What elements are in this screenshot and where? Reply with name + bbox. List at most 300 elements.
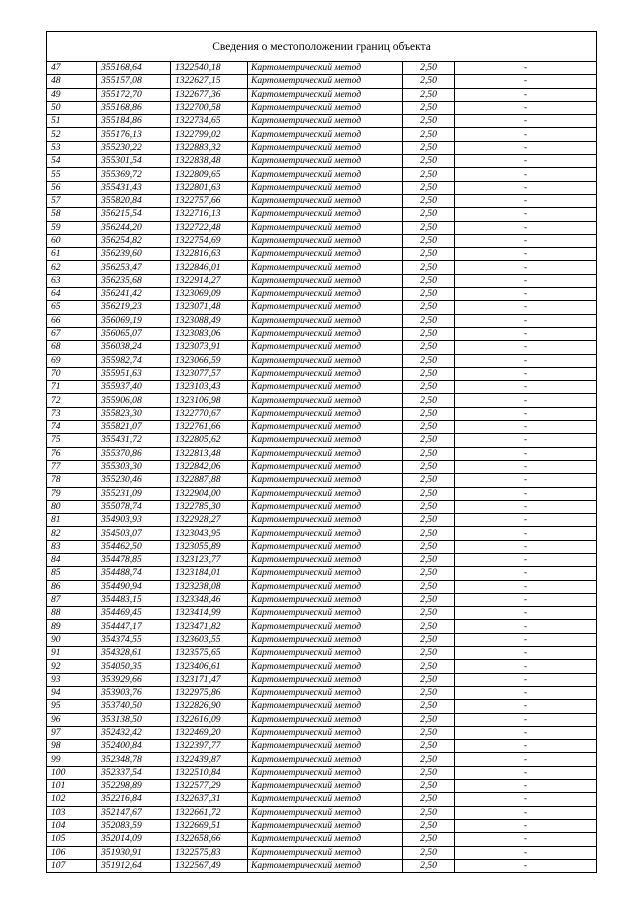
method-cell: Картометрический метод	[248, 301, 403, 314]
accuracy-cell: 2,50	[403, 527, 455, 540]
y-coordinate-cell: 1322627,15	[171, 75, 248, 88]
description-cell: -	[455, 288, 597, 301]
point-number-cell: 47	[47, 62, 97, 75]
y-coordinate-cell: 1323171,47	[171, 673, 248, 686]
description-cell: -	[455, 726, 597, 739]
point-number-cell: 68	[47, 341, 97, 354]
y-coordinate-cell: 1323106,98	[171, 394, 248, 407]
point-number-cell: 92	[47, 660, 97, 673]
accuracy-cell: 2,50	[403, 181, 455, 194]
table-title-row	[47, 32, 597, 62]
accuracy-cell: 2,50	[403, 421, 455, 434]
table-row	[47, 248, 597, 261]
y-coordinate-cell: 1322439,87	[171, 753, 248, 766]
y-coordinate-cell: 1323575,65	[171, 647, 248, 660]
description-cell: -	[455, 806, 597, 819]
y-coordinate-cell: 1323073,91	[171, 341, 248, 354]
table-row	[47, 101, 597, 114]
accuracy-cell: 2,50	[403, 288, 455, 301]
description-cell: -	[455, 88, 597, 101]
method-cell: Картометрический метод	[248, 580, 403, 593]
x-coordinate-cell: 355303,30	[97, 460, 171, 473]
point-number-cell: 96	[47, 713, 97, 726]
table-row	[47, 381, 597, 394]
table-row	[47, 181, 597, 194]
accuracy-cell: 2,50	[403, 806, 455, 819]
accuracy-cell: 2,50	[403, 540, 455, 553]
y-coordinate-cell: 1323348,46	[171, 593, 248, 606]
table-row	[47, 194, 597, 207]
y-coordinate-cell: 1323103,43	[171, 381, 248, 394]
table-title: Сведения о местоположении границ объекта	[47, 32, 597, 62]
description-cell: -	[455, 793, 597, 806]
x-coordinate-cell: 356069,19	[97, 314, 171, 327]
y-coordinate-cell: 1322577,29	[171, 780, 248, 793]
x-coordinate-cell: 355172,70	[97, 88, 171, 101]
accuracy-cell: 2,50	[403, 101, 455, 114]
method-cell: Картометрический метод	[248, 620, 403, 633]
point-number-cell: 102	[47, 793, 97, 806]
point-number-cell: 94	[47, 686, 97, 699]
x-coordinate-cell: 356241,42	[97, 288, 171, 301]
description-cell: -	[455, 248, 597, 261]
x-coordinate-cell: 354469,45	[97, 607, 171, 620]
description-cell: -	[455, 527, 597, 540]
y-coordinate-cell: 1322801,63	[171, 181, 248, 194]
description-cell: -	[455, 128, 597, 141]
point-number-cell: 93	[47, 673, 97, 686]
description-cell: -	[455, 394, 597, 407]
y-coordinate-cell: 1323603,55	[171, 633, 248, 646]
accuracy-cell: 2,50	[403, 780, 455, 793]
description-cell: -	[455, 274, 597, 287]
x-coordinate-cell: 352216,84	[97, 793, 171, 806]
description-cell: -	[455, 607, 597, 620]
method-cell: Картометрический метод	[248, 474, 403, 487]
point-number-cell: 81	[47, 514, 97, 527]
x-coordinate-cell: 356038,24	[97, 341, 171, 354]
x-coordinate-cell: 354328,61	[97, 647, 171, 660]
description-cell: -	[455, 673, 597, 686]
table-row	[47, 474, 597, 487]
table-row	[47, 460, 597, 473]
x-coordinate-cell: 355823,30	[97, 407, 171, 420]
point-number-cell: 106	[47, 846, 97, 859]
point-number-cell: 52	[47, 128, 97, 141]
y-coordinate-cell: 1322637,31	[171, 793, 248, 806]
table-row	[47, 713, 597, 726]
table-row	[47, 115, 597, 128]
description-cell: -	[455, 713, 597, 726]
x-coordinate-cell: 354050,35	[97, 660, 171, 673]
y-coordinate-cell: 1322904,00	[171, 487, 248, 500]
description-cell: -	[455, 660, 597, 673]
description-cell: -	[455, 407, 597, 420]
accuracy-cell: 2,50	[403, 713, 455, 726]
point-number-cell: 86	[47, 580, 97, 593]
point-number-cell: 70	[47, 367, 97, 380]
x-coordinate-cell: 354462,50	[97, 540, 171, 553]
x-coordinate-cell: 354483,15	[97, 593, 171, 606]
point-number-cell: 48	[47, 75, 97, 88]
x-coordinate-cell: 352298,89	[97, 780, 171, 793]
description-cell: -	[455, 647, 597, 660]
x-coordinate-cell: 352348,78	[97, 753, 171, 766]
description-cell: -	[455, 75, 597, 88]
description-cell: -	[455, 168, 597, 181]
method-cell: Картометрический метод	[248, 141, 403, 154]
table-body	[47, 62, 597, 873]
accuracy-cell: 2,50	[403, 248, 455, 261]
method-cell: Картометрический метод	[248, 128, 403, 141]
y-coordinate-cell: 1322754,69	[171, 234, 248, 247]
table-row	[47, 128, 597, 141]
method-cell: Картометрический метод	[248, 660, 403, 673]
method-cell: Картометрический метод	[248, 168, 403, 181]
point-number-cell: 54	[47, 155, 97, 168]
table-row	[47, 421, 597, 434]
x-coordinate-cell: 352014,09	[97, 833, 171, 846]
accuracy-cell: 2,50	[403, 846, 455, 859]
description-cell: -	[455, 553, 597, 566]
method-cell: Картометрический метод	[248, 407, 403, 420]
x-coordinate-cell: 354488,74	[97, 567, 171, 580]
y-coordinate-cell: 1322716,13	[171, 208, 248, 221]
description-cell: -	[455, 500, 597, 513]
table-row	[47, 793, 597, 806]
x-coordinate-cell: 355906,08	[97, 394, 171, 407]
description-cell: -	[455, 447, 597, 460]
table-row	[47, 514, 597, 527]
y-coordinate-cell: 1323055,89	[171, 540, 248, 553]
x-coordinate-cell: 351930,91	[97, 846, 171, 859]
table-row	[47, 819, 597, 832]
table-row	[47, 553, 597, 566]
accuracy-cell: 2,50	[403, 819, 455, 832]
point-number-cell: 85	[47, 567, 97, 580]
point-number-cell: 76	[47, 447, 97, 460]
point-number-cell: 59	[47, 221, 97, 234]
table-row	[47, 633, 597, 646]
y-coordinate-cell: 1322770,67	[171, 407, 248, 420]
table-row	[47, 500, 597, 513]
table-row	[47, 221, 597, 234]
point-number-cell: 60	[47, 234, 97, 247]
point-number-cell: 103	[47, 806, 97, 819]
x-coordinate-cell: 354478,85	[97, 553, 171, 566]
method-cell: Картометрический метод	[248, 806, 403, 819]
accuracy-cell: 2,50	[403, 567, 455, 580]
x-coordinate-cell: 352337,54	[97, 766, 171, 779]
method-cell: Картометрический метод	[248, 780, 403, 793]
description-cell: -	[455, 101, 597, 114]
table-row	[47, 859, 597, 872]
description-cell: -	[455, 234, 597, 247]
method-cell: Картометрический метод	[248, 700, 403, 713]
accuracy-cell: 2,50	[403, 314, 455, 327]
method-cell: Картометрический метод	[248, 314, 403, 327]
description-cell: -	[455, 141, 597, 154]
description-cell: -	[455, 833, 597, 846]
table-row	[47, 208, 597, 221]
point-number-cell: 89	[47, 620, 97, 633]
description-cell: -	[455, 540, 597, 553]
method-cell: Картометрический метод	[248, 194, 403, 207]
description-cell: -	[455, 780, 597, 793]
accuracy-cell: 2,50	[403, 327, 455, 340]
description-cell: -	[455, 766, 597, 779]
method-cell: Картометрический метод	[248, 354, 403, 367]
x-coordinate-cell: 355431,72	[97, 434, 171, 447]
accuracy-cell: 2,50	[403, 487, 455, 500]
accuracy-cell: 2,50	[403, 500, 455, 513]
description-cell: -	[455, 367, 597, 380]
y-coordinate-cell: 1322669,51	[171, 819, 248, 832]
y-coordinate-cell: 1322722,48	[171, 221, 248, 234]
accuracy-cell: 2,50	[403, 301, 455, 314]
x-coordinate-cell: 352147,67	[97, 806, 171, 819]
x-coordinate-cell: 354447,17	[97, 620, 171, 633]
table-row	[47, 314, 597, 327]
description-cell: -	[455, 434, 597, 447]
description-cell: -	[455, 686, 597, 699]
table-row	[47, 620, 597, 633]
accuracy-cell: 2,50	[403, 607, 455, 620]
x-coordinate-cell: 356239,60	[97, 248, 171, 261]
table-row	[47, 647, 597, 660]
method-cell: Картометрический метод	[248, 540, 403, 553]
table-row	[47, 833, 597, 846]
accuracy-cell: 2,50	[403, 740, 455, 753]
point-number-cell: 78	[47, 474, 97, 487]
accuracy-cell: 2,50	[403, 141, 455, 154]
method-cell: Картометрический метод	[248, 367, 403, 380]
accuracy-cell: 2,50	[403, 833, 455, 846]
y-coordinate-cell: 1322540,18	[171, 62, 248, 75]
table-row	[47, 593, 597, 606]
method-cell: Картометрический метод	[248, 819, 403, 832]
x-coordinate-cell: 354903,93	[97, 514, 171, 527]
accuracy-cell: 2,50	[403, 593, 455, 606]
description-cell: -	[455, 740, 597, 753]
point-number-cell: 57	[47, 194, 97, 207]
y-coordinate-cell: 1322785,30	[171, 500, 248, 513]
accuracy-cell: 2,50	[403, 367, 455, 380]
accuracy-cell: 2,50	[403, 647, 455, 660]
y-coordinate-cell: 1322809,65	[171, 168, 248, 181]
method-cell: Картометрический метод	[248, 753, 403, 766]
x-coordinate-cell: 355821,07	[97, 421, 171, 434]
x-coordinate-cell: 354503,07	[97, 527, 171, 540]
x-coordinate-cell: 355168,64	[97, 62, 171, 75]
x-coordinate-cell: 356215,54	[97, 208, 171, 221]
accuracy-cell: 2,50	[403, 168, 455, 181]
table-row	[47, 327, 597, 340]
x-coordinate-cell: 356219,23	[97, 301, 171, 314]
method-cell: Картометрический метод	[248, 793, 403, 806]
description-cell: -	[455, 327, 597, 340]
description-cell: -	[455, 301, 597, 314]
y-coordinate-cell: 1322734,65	[171, 115, 248, 128]
y-coordinate-cell: 1322661,72	[171, 806, 248, 819]
description-cell: -	[455, 846, 597, 859]
point-number-cell: 80	[47, 500, 97, 513]
method-cell: Картометрический метод	[248, 248, 403, 261]
accuracy-cell: 2,50	[403, 686, 455, 699]
accuracy-cell: 2,50	[403, 620, 455, 633]
x-coordinate-cell: 355820,84	[97, 194, 171, 207]
accuracy-cell: 2,50	[403, 221, 455, 234]
point-number-cell: 66	[47, 314, 97, 327]
point-number-cell: 82	[47, 527, 97, 540]
method-cell: Картометрический метод	[248, 500, 403, 513]
y-coordinate-cell: 1323069,09	[171, 288, 248, 301]
method-cell: Картометрический метод	[248, 726, 403, 739]
description-cell: -	[455, 700, 597, 713]
accuracy-cell: 2,50	[403, 354, 455, 367]
table-row	[47, 740, 597, 753]
point-number-cell: 97	[47, 726, 97, 739]
y-coordinate-cell: 1322757,66	[171, 194, 248, 207]
description-cell: -	[455, 487, 597, 500]
x-coordinate-cell: 352400,84	[97, 740, 171, 753]
method-cell: Картометрический метод	[248, 75, 403, 88]
accuracy-cell: 2,50	[403, 208, 455, 221]
x-coordinate-cell: 355951,63	[97, 367, 171, 380]
method-cell: Картометрический метод	[248, 487, 403, 500]
x-coordinate-cell: 353138,50	[97, 713, 171, 726]
y-coordinate-cell: 1322799,02	[171, 128, 248, 141]
table-row	[47, 487, 597, 500]
y-coordinate-cell: 1322616,09	[171, 713, 248, 726]
x-coordinate-cell: 355176,13	[97, 128, 171, 141]
y-coordinate-cell: 1322761,66	[171, 421, 248, 434]
x-coordinate-cell: 355231,09	[97, 487, 171, 500]
method-cell: Картометрический метод	[248, 553, 403, 566]
point-number-cell: 79	[47, 487, 97, 500]
y-coordinate-cell: 1323077,57	[171, 367, 248, 380]
description-cell: -	[455, 567, 597, 580]
table-row	[47, 301, 597, 314]
table-row	[47, 673, 597, 686]
accuracy-cell: 2,50	[403, 660, 455, 673]
y-coordinate-cell: 1323471,82	[171, 620, 248, 633]
accuracy-cell: 2,50	[403, 381, 455, 394]
x-coordinate-cell: 355982,74	[97, 354, 171, 367]
point-number-cell: 63	[47, 274, 97, 287]
method-cell: Картометрический метод	[248, 394, 403, 407]
y-coordinate-cell: 1322838,48	[171, 155, 248, 168]
description-cell: -	[455, 753, 597, 766]
accuracy-cell: 2,50	[403, 766, 455, 779]
method-cell: Картометрический метод	[248, 341, 403, 354]
point-number-cell: 51	[47, 115, 97, 128]
table-row	[47, 580, 597, 593]
x-coordinate-cell: 355230,46	[97, 474, 171, 487]
method-cell: Картометрический метод	[248, 460, 403, 473]
description-cell: -	[455, 208, 597, 221]
x-coordinate-cell: 355230,22	[97, 141, 171, 154]
x-coordinate-cell: 355168,86	[97, 101, 171, 114]
point-number-cell: 99	[47, 753, 97, 766]
table-row	[47, 527, 597, 540]
table-row	[47, 780, 597, 793]
method-cell: Картометрический метод	[248, 593, 403, 606]
method-cell: Картометрический метод	[248, 647, 403, 660]
x-coordinate-cell: 355369,72	[97, 168, 171, 181]
method-cell: Картометрический метод	[248, 62, 403, 75]
table-row	[47, 394, 597, 407]
method-cell: Картометрический метод	[248, 274, 403, 287]
description-cell: -	[455, 194, 597, 207]
point-number-cell: 50	[47, 101, 97, 114]
accuracy-cell: 2,50	[403, 553, 455, 566]
accuracy-cell: 2,50	[403, 859, 455, 872]
accuracy-cell: 2,50	[403, 434, 455, 447]
accuracy-cell: 2,50	[403, 514, 455, 527]
table-row	[47, 288, 597, 301]
table-row	[47, 234, 597, 247]
description-cell: -	[455, 593, 597, 606]
method-cell: Картометрический метод	[248, 381, 403, 394]
method-cell: Картометрический метод	[248, 327, 403, 340]
x-coordinate-cell: 354490,94	[97, 580, 171, 593]
point-number-cell: 87	[47, 593, 97, 606]
table-row	[47, 341, 597, 354]
point-number-cell: 91	[47, 647, 97, 660]
method-cell: Картометрический метод	[248, 288, 403, 301]
point-number-cell: 58	[47, 208, 97, 221]
method-cell: Картометрический метод	[248, 88, 403, 101]
table-row	[47, 567, 597, 580]
y-coordinate-cell: 1323066,59	[171, 354, 248, 367]
method-cell: Картометрический метод	[248, 421, 403, 434]
y-coordinate-cell: 1322700,58	[171, 101, 248, 114]
accuracy-cell: 2,50	[403, 75, 455, 88]
table-row	[47, 354, 597, 367]
table-row	[47, 686, 597, 699]
point-number-cell: 107	[47, 859, 97, 872]
accuracy-cell: 2,50	[403, 128, 455, 141]
point-number-cell: 104	[47, 819, 97, 832]
table-row	[47, 660, 597, 673]
table-row	[47, 62, 597, 75]
method-cell: Картометрический метод	[248, 740, 403, 753]
description-cell: -	[455, 474, 597, 487]
method-cell: Картометрический метод	[248, 633, 403, 646]
table-row	[47, 540, 597, 553]
description-cell: -	[455, 859, 597, 872]
y-coordinate-cell: 1322883,32	[171, 141, 248, 154]
accuracy-cell: 2,50	[403, 726, 455, 739]
point-number-cell: 101	[47, 780, 97, 793]
point-number-cell: 71	[47, 381, 97, 394]
method-cell: Картометрический метод	[248, 234, 403, 247]
accuracy-cell: 2,50	[403, 580, 455, 593]
x-coordinate-cell: 355157,08	[97, 75, 171, 88]
table-row	[47, 88, 597, 101]
description-cell: -	[455, 261, 597, 274]
method-cell: Картометрический метод	[248, 766, 403, 779]
x-coordinate-cell: 356254,82	[97, 234, 171, 247]
method-cell: Картометрический метод	[248, 713, 403, 726]
x-coordinate-cell: 351912,64	[97, 859, 171, 872]
x-coordinate-cell: 353929,66	[97, 673, 171, 686]
method-cell: Картометрический метод	[248, 208, 403, 221]
description-cell: -	[455, 819, 597, 832]
accuracy-cell: 2,50	[403, 261, 455, 274]
accuracy-cell: 2,50	[403, 673, 455, 686]
